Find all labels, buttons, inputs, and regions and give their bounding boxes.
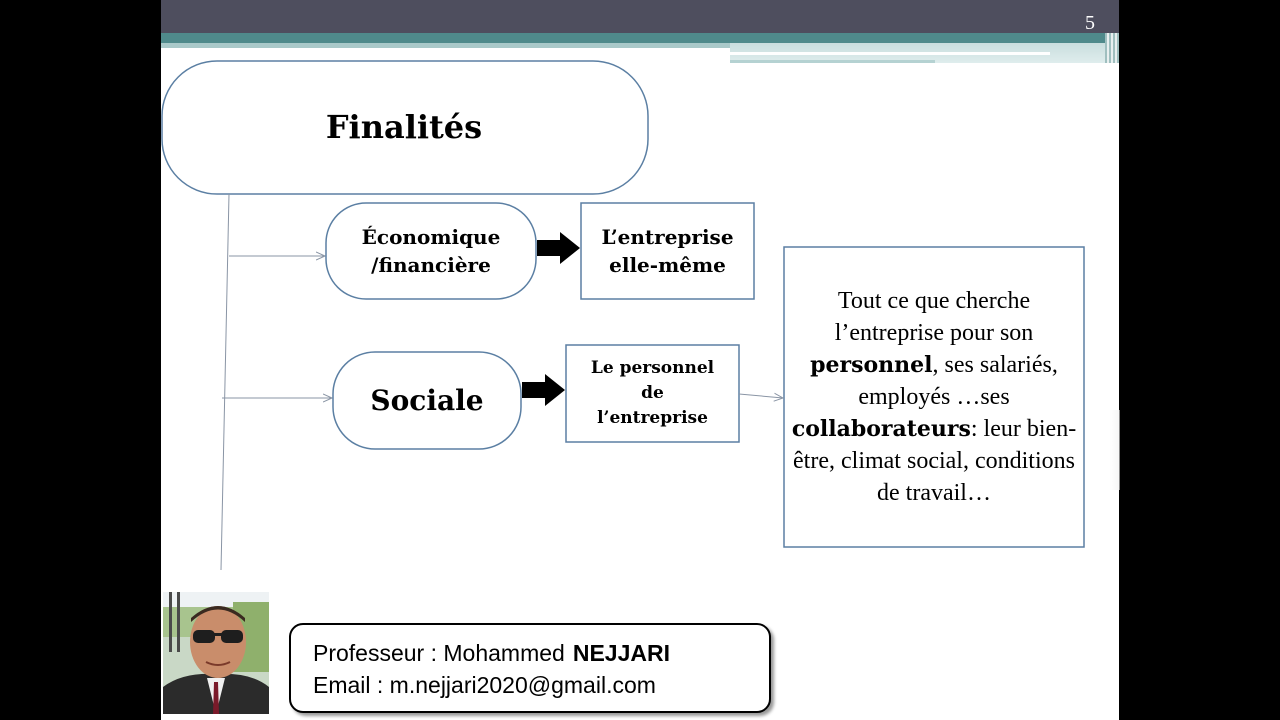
- entreprise-label-line2: elle-même: [609, 253, 726, 277]
- description-part-1: Tout ce que cherche l’entreprise pour son: [834, 288, 1034, 346]
- professor-line: [313, 637, 769, 669]
- connector-description: [739, 394, 783, 398]
- economique-label-line1: Économique: [361, 225, 501, 249]
- email-line: Email : m.nejjari2020@gmail.com: [313, 672, 656, 698]
- root-connector: [221, 194, 229, 570]
- personnel-label: [566, 345, 739, 442]
- entreprise-label: [581, 203, 754, 299]
- economique-label-line2: /financière: [371, 253, 491, 277]
- slide-number: 5: [1085, 12, 1095, 34]
- entreprise-label-line1: L’entreprise: [601, 225, 734, 249]
- edge-glow: [1110, 410, 1120, 490]
- slide: [161, 0, 1119, 720]
- arrow-economique-entreprise: [537, 232, 580, 264]
- description-text: [784, 247, 1084, 547]
- professor-name: NEJJARI: [572, 640, 670, 666]
- personnel-label-line3: l’entreprise: [597, 408, 708, 428]
- professor-photo: [163, 592, 269, 714]
- description-part-3: : leur bien-être, climat social, conditions de travail…: [793, 416, 1077, 506]
- arrow-sociale-personnel: [522, 374, 565, 406]
- economique-label: [326, 203, 536, 299]
- professor-label: Professeur : Mohammed: [313, 640, 565, 666]
- description-bold-personnel: personnel: [810, 352, 933, 378]
- personnel-label-line1: Le personnel: [590, 358, 715, 378]
- personnel-label-line2: de: [641, 383, 664, 403]
- description-bold-collaborateurs: collaborateurs: [791, 416, 971, 442]
- root-label: Finalités: [325, 108, 483, 146]
- description-part-2: , ses salariés, employés …ses: [858, 352, 1058, 410]
- professor-info-box: [289, 623, 771, 713]
- sociale-label: Sociale: [370, 384, 484, 417]
